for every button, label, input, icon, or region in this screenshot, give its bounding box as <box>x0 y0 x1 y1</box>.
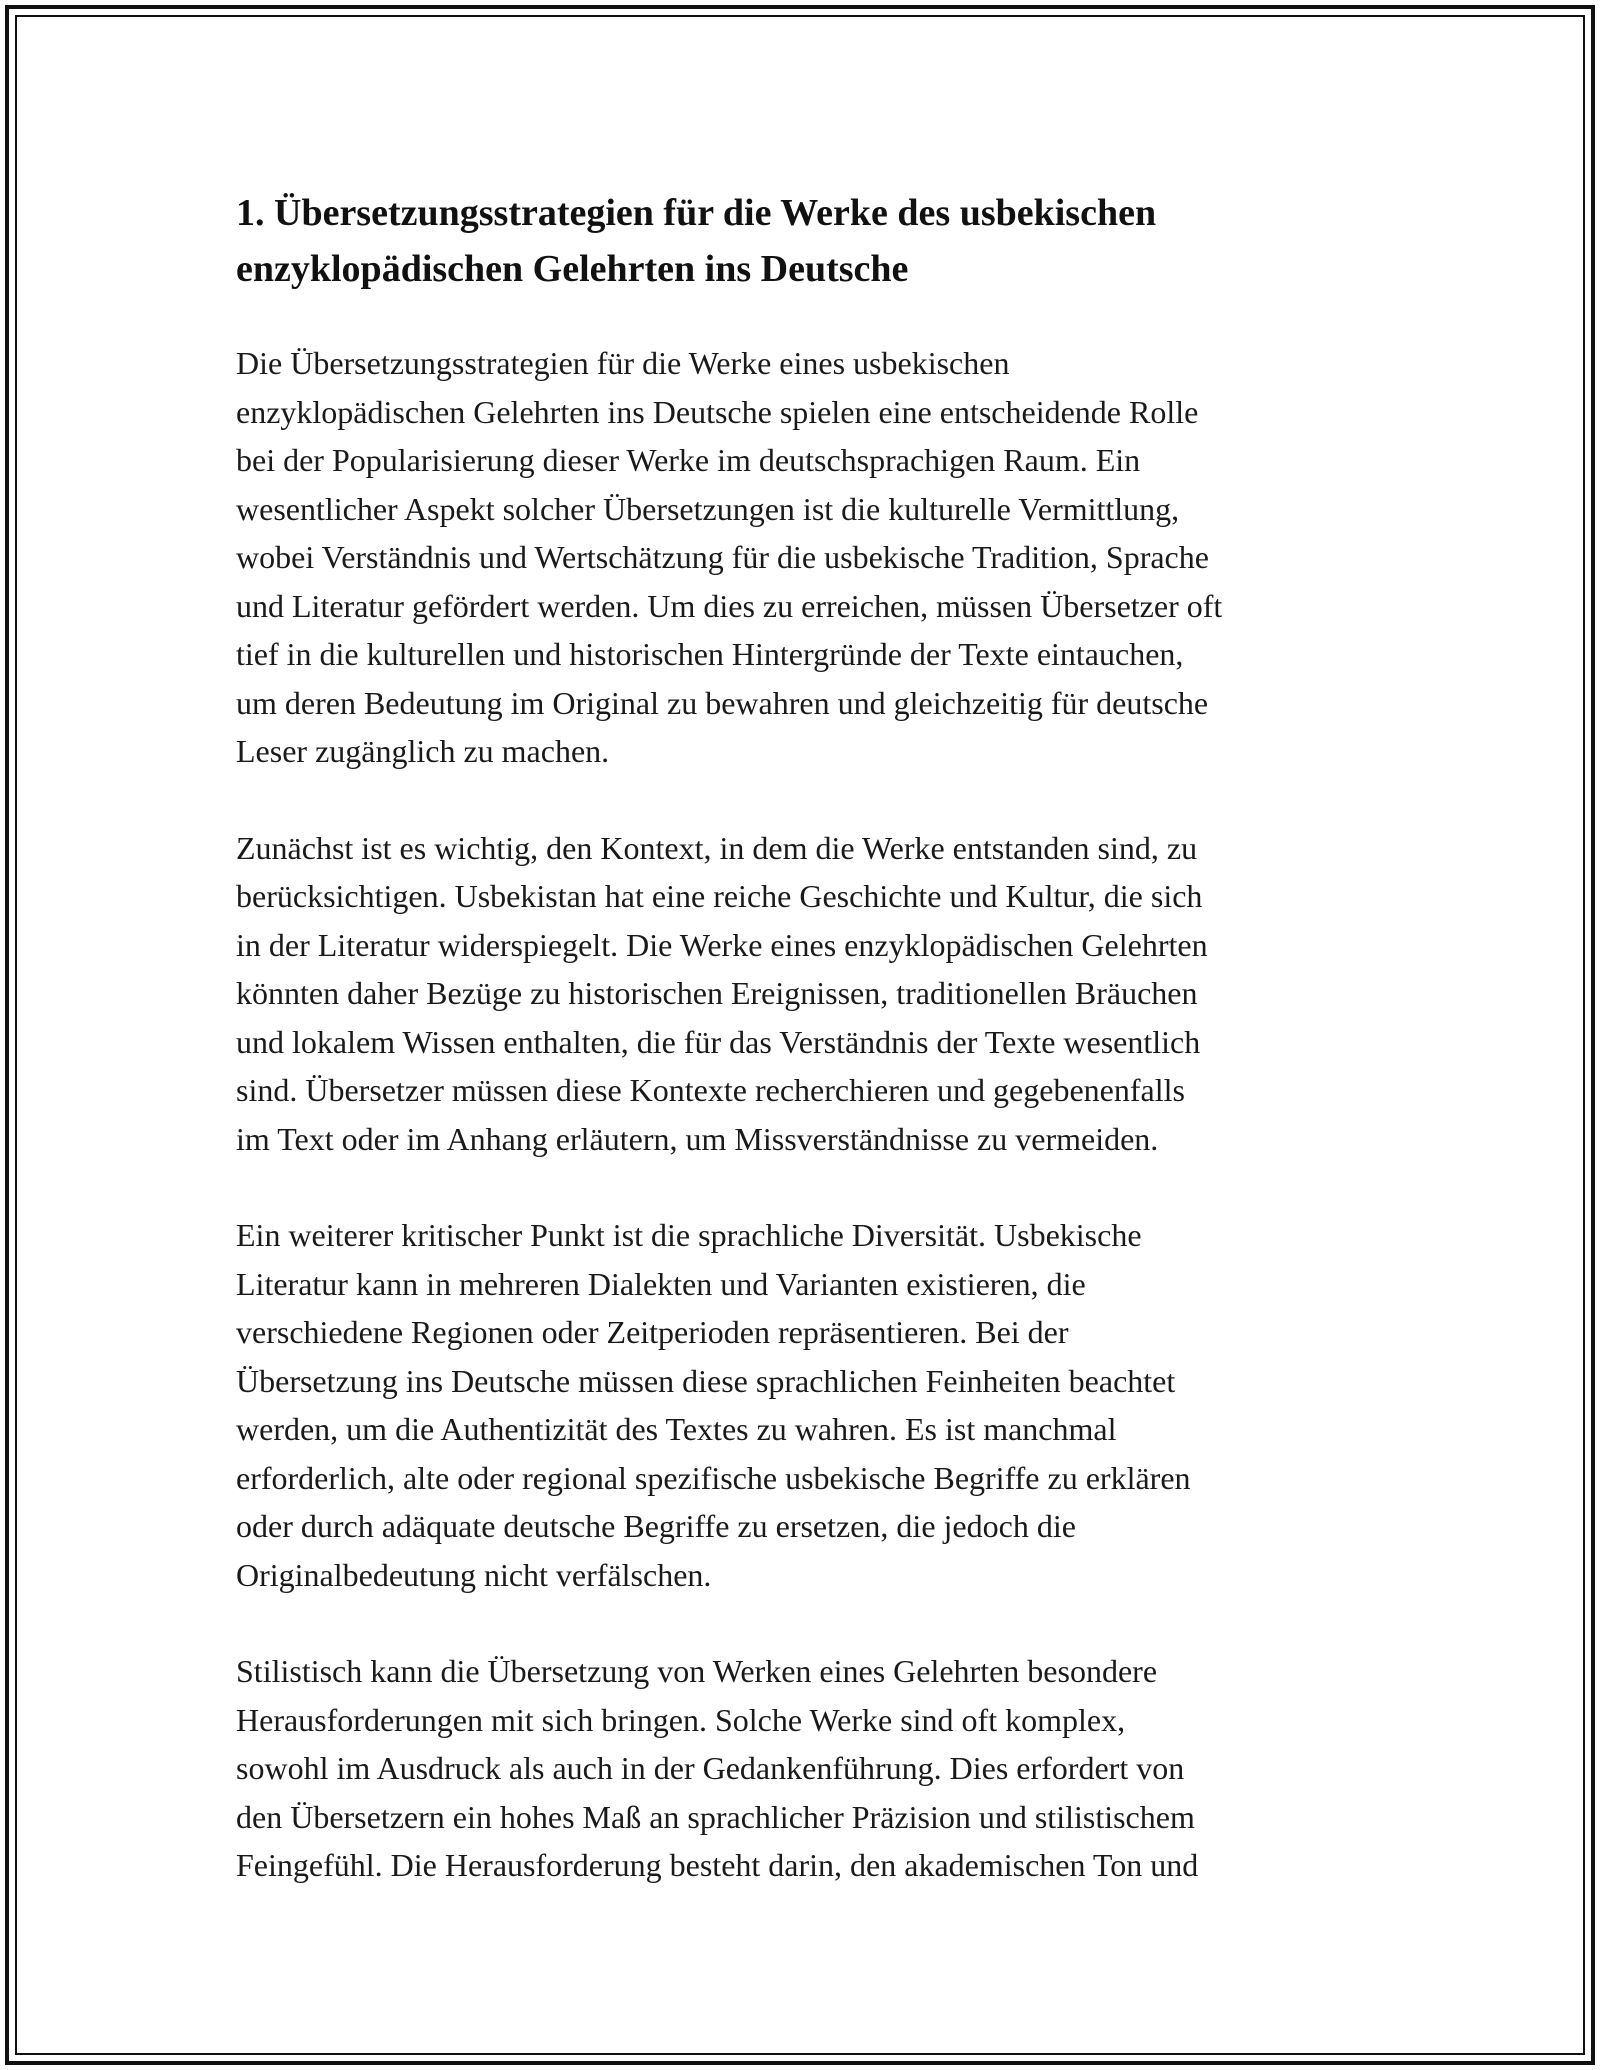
paragraph <box>236 824 1396 1164</box>
text-line: Leser zugänglich zu machen. <box>236 733 610 769</box>
text-line: Stilistisch kann die Übersetzung von Werken eines Gelehrten besondere <box>236 1653 1158 1689</box>
text-line: oder durch adäquate deutsche Begriffe zu ersetzen, die jedoch die <box>236 1508 1076 1544</box>
text-line: erforderlich, alte oder regional spezifische usbekische Begriffe zu erklären <box>236 1459 1191 1496</box>
section-heading-line: enzyklopädischen Gelehrten ins Deutsche <box>236 248 909 290</box>
text-line: sowohl im Ausdruck als auch in der Gedankenführung. Dies erfordert von <box>236 1750 1185 1786</box>
text-line: verschiedene Regionen oder Zeitperioden repräsentieren. Bei der <box>236 1314 1069 1350</box>
text-line: Originalbedeutung nicht verfälschen. <box>236 1556 712 1593</box>
paragraph <box>236 339 1396 776</box>
text-line: enzyklopädischen Gelehrten ins Deutsche spielen eine entscheidende Rolle <box>236 393 1199 430</box>
section-heading <box>236 185 1396 297</box>
document-body <box>236 185 1396 1938</box>
text-line: Die Übersetzungsstrategien für die Werke eines usbekischen <box>236 345 1010 381</box>
text-line: tief in die kulturellen und historischen Hintergründe der Texte eintauchen, <box>236 636 1184 672</box>
text-line: berücksichtigen. Usbekistan hat eine reiche Geschichte und Kultur, die sich <box>236 878 1203 914</box>
text-line: und Literatur gefördert werden. Um dies zu erreichen, müssen Übersetzer oft <box>236 587 1223 624</box>
text-line: um deren Bedeutung im Original zu bewahren und gleichzeitig für deutsche <box>236 684 1209 721</box>
paragraph <box>236 1211 1396 1599</box>
text-line: und lokalem Wissen enthalten, die für das Verständnis der Texte wesentlich <box>236 1023 1201 1060</box>
text-line: Ein weiterer kritischer Punkt ist die sprachliche Diversität. Usbekische <box>236 1217 1142 1253</box>
section-heading-line: 1. Übersetzungsstrategien für die Werke des usbekischen <box>236 192 1157 234</box>
text-line: den Übersetzern ein hohes Maß an sprachlicher Präzision und stilistischem <box>236 1798 1195 1835</box>
text-line: wobei Verständnis und Wertschätzung für die usbekische Tradition, Sprache <box>236 539 1209 575</box>
text-line: im Text oder im Anhang erläutern, um Missverständnisse zu vermeiden. <box>236 1120 1159 1157</box>
text-line: Übersetzung ins Deutsche müssen diese sprachlichen Feinheiten beachtet <box>236 1362 1176 1399</box>
text-line: in der Literatur widerspiegelt. Die Werke eines enzyklopädischen Gelehrten <box>236 926 1208 963</box>
text-line: werden, um die Authentizität des Textes zu wahren. Es ist manchmal <box>236 1411 1117 1447</box>
text-line: Feingefühl. Die Herausforderung besteht darin, den akademischen Ton und <box>236 1847 1199 1883</box>
text-line: Herausforderungen mit sich bringen. Solche Werke sind oft komplex, <box>236 1701 1126 1738</box>
text-line: sind. Übersetzer müssen diese Kontexte recherchieren und gegebenenfalls <box>236 1072 1185 1108</box>
text-line: Literatur kann in mehreren Dialekten und Varianten existieren, die <box>236 1265 1086 1302</box>
paragraph <box>236 1647 1396 1890</box>
text-line: bei der Popularisierung dieser Werke im deutschsprachigen Raum. Ein <box>236 442 1141 478</box>
text-line: wesentlicher Aspekt solcher Übersetzungen ist die kulturelle Vermittlung, <box>236 490 1180 527</box>
text-line: Zunächst ist es wichtig, den Kontext, in dem die Werke entstanden sind, zu <box>236 829 1198 866</box>
text-line: könnten daher Bezüge zu historischen Ereignissen, traditionellen Bräuchen <box>236 975 1198 1011</box>
